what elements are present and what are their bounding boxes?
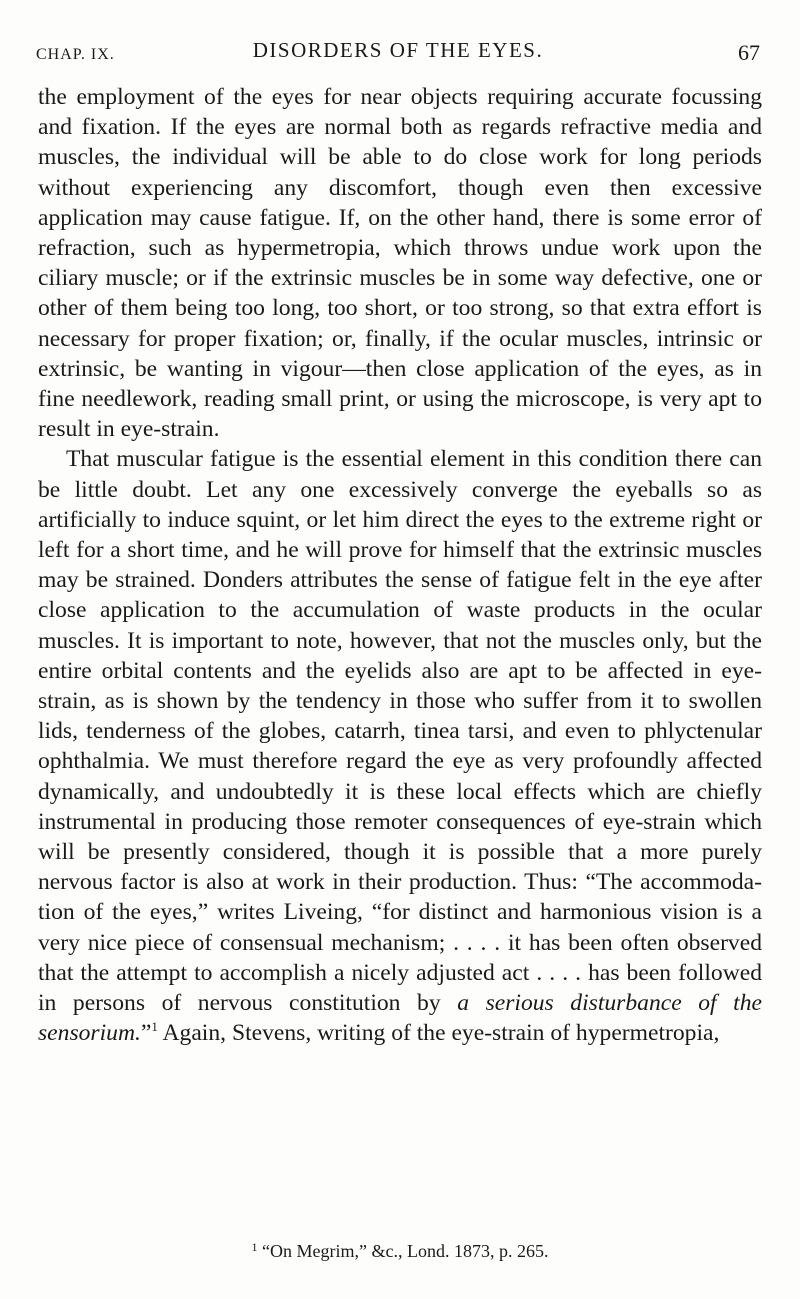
italic-quote: a serious disturbance of the sensorium. xyxy=(38,990,763,1047)
closing-quote: ” xyxy=(140,1020,152,1047)
footnote-reference: 1 xyxy=(151,1019,158,1035)
paragraph-1: the employment of the eyes for near objects requiring accurate focussing and fixation. If the eyes are normal both as regards refractive media and muscles, the individual will be able to do close work for long periods without experiencing any discomfort, though even then excessive application may cause fatigue. If, on the other hand, there is some error of refraction, such as hypermetropia, which throws undue work upon the ciliary muscle; or if the extrinsic muscles be in some way defective, one or other of them being too long, too short, or too strong, so that extra effort is necessary for proper fixation; or, finally, if the ocular muscles, intrinsic or extrinsic, be wanting in vigour—then close application of the eyes, as in fine needlework, reading small print, or using the microscope, is very apt to result in eye-strain. xyxy=(38,84,762,443)
body-text xyxy=(38,82,762,1049)
page-title: DISORDERS OF THE EYES. xyxy=(252,38,544,62)
page-number: 67 xyxy=(738,40,760,65)
footnote-text: “On Megrim,” &c., Lond. 1873, p. 265. xyxy=(262,1241,549,1261)
footnote xyxy=(0,1240,800,1262)
chapter-label: CHAP. IX. xyxy=(36,46,115,63)
paragraph-2-text: That muscular fatigue is the essential element in this condition there can be little doubt. Let any one excessively converge the eyeballs so as artificially to induce squint, or let him direct the eyes to the extreme right or left for a short time, and he will prove for himself that the extrinsic muscles may be strained. Donders attributes the sense of fatigue felt in the eye after close application to the accumulation of waste products in the ocular muscles. It is important to note, however, that not the muscles only, but the entire orbital contents and the eyelids also are apt to be affected in eye-strain, as is shown by the tendency in those who suffer from it to swollen lids, tenderness of the globes, catarrh, tinea tarsi, and even to phlyctenular ophthalmia. We must therefore regard the eye as very profoundly affected dynamically, and undoubtedly it is these local effects which are chiefly instrumental in producing those remoter consequences of eye-strain which will be presently considered, though it is possible that a more purely nervous factor is also at work in their production. Thus: “The accommodation of the eyes,” writes Liveing, “for distinct and harmonious vision is a very nice piece of consensual mechanism; . . . . it has been often observed that the attempt to accomplish a nicely adjusted act . . . . has been followed in persons of nervous constitution by xyxy=(38,446,762,1017)
paragraph-2 xyxy=(38,444,762,1048)
running-head xyxy=(36,36,760,66)
footnote-mark: 1 xyxy=(251,1240,258,1254)
paragraph-2-tail: Again, Stevens, writing of the eye-strain of hypermetropia, xyxy=(157,1020,720,1047)
